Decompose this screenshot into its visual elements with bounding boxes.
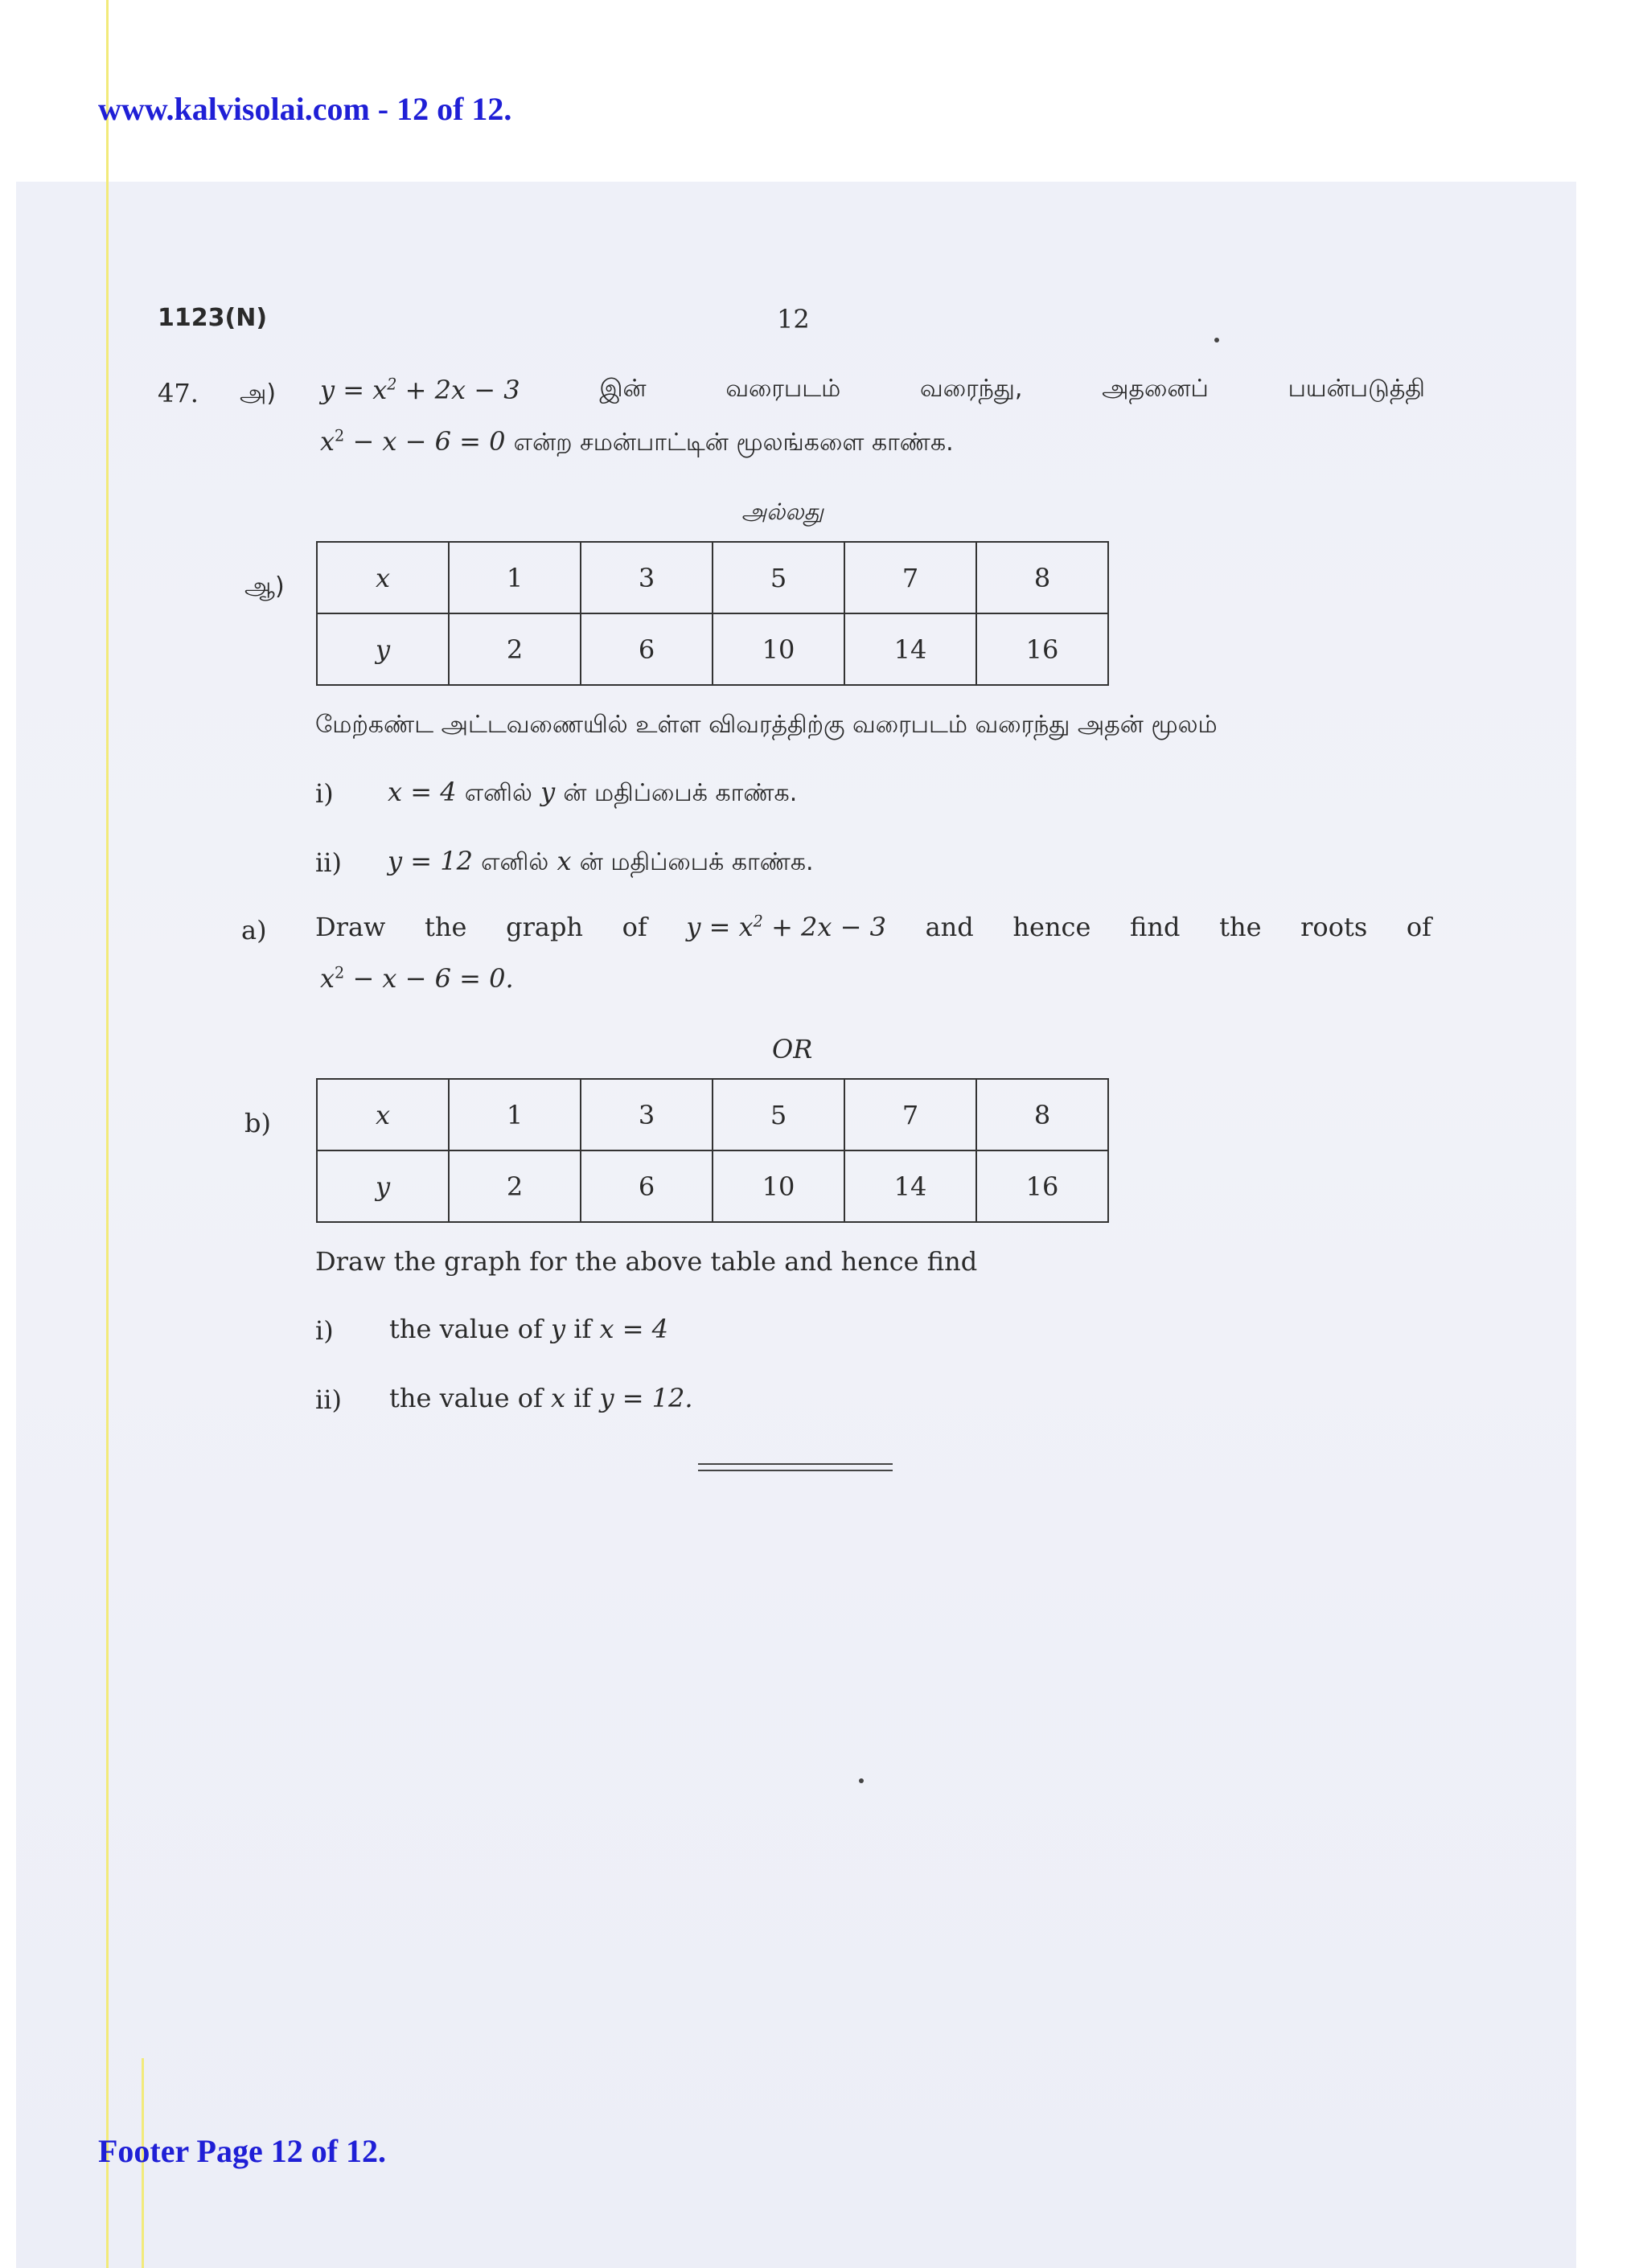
question-number: 47.: [158, 378, 199, 408]
table-cell: 5: [713, 542, 844, 613]
tamil-b-ii-label: ii): [315, 847, 342, 878]
tamil-a-line2-text: என்ற சமன்பாட்டின் மூலங்களை காண்க.: [513, 429, 954, 457]
tamil-word: அதனைப்: [1102, 375, 1209, 403]
paper-code: 1123(N): [158, 304, 268, 332]
table-cell: 3: [581, 542, 713, 613]
page-footer: Footer Page 12 of 12.: [98, 2133, 387, 2169]
tamil-or: அல்லது: [741, 498, 824, 525]
table-cell: 16: [976, 1150, 1108, 1222]
table-row: [317, 1150, 1108, 1222]
table-cell: 5: [713, 1079, 844, 1150]
tamil-a-line1: [320, 375, 1425, 406]
eng-b-ii: the value of x if y = 12.: [389, 1383, 693, 1413]
table-cell: 7: [844, 1079, 976, 1150]
table-cell: 6: [581, 613, 713, 685]
table-cell: 8: [976, 542, 1108, 613]
page-number: 12: [777, 304, 810, 334]
tamil-a-label: அ): [240, 379, 277, 408]
table-cell: y: [317, 613, 449, 685]
table-cell: 1: [449, 542, 581, 613]
table-cell: 2: [449, 1150, 581, 1222]
end-rule: [698, 1470, 893, 1471]
table-cell: 3: [581, 1079, 713, 1150]
tamil-a-line2: $x^2 - x - 6 = 0$ என்ற சமன்பாட்டின் மூலங்களை காண்க.: [320, 426, 954, 457]
tamil-word: வரைந்து,: [920, 375, 1023, 403]
eng-or: OR: [772, 1034, 813, 1064]
table-cell: 10: [713, 613, 844, 685]
table-cell: x: [317, 1079, 449, 1150]
scan-speck: [1214, 338, 1219, 342]
eng-b-label: b): [244, 1108, 271, 1138]
table-row: [317, 542, 1108, 613]
table-row: [317, 1079, 1108, 1150]
eng-a-line2: $x^2 - x - 6 = 0$.: [320, 963, 514, 994]
end-rule: [698, 1463, 893, 1465]
table-cell: 2: [449, 613, 581, 685]
scan-speck: [859, 1778, 864, 1783]
eng-a-line1: Draw the graph of $y = x^2 + 2x - 3$ and hence find the roots of: [315, 912, 1431, 942]
english-data-table: [316, 1078, 1109, 1223]
table-cell: 1: [449, 1079, 581, 1150]
tamil-word: இன்: [599, 375, 647, 403]
tamil-word: பயன்படுத்தி: [1288, 375, 1425, 403]
eng-b-i: the value of y if x = 4: [389, 1314, 669, 1344]
table-cell: 10: [713, 1150, 844, 1222]
table-cell: x: [317, 542, 449, 613]
table-cell: 14: [844, 613, 976, 685]
tamil-b-ii: y = 12 எனில் x ன் மதிப்பைக் காண்க.: [388, 846, 814, 876]
table-cell: 16: [976, 613, 1108, 685]
table-row: [317, 613, 1108, 685]
table-cell: 7: [844, 542, 976, 613]
tamil-b-intro: மேற்கண்ட அட்டவணையில் உள்ள விவரத்திற்கு வரைபடம் வரைந்து அதன் மூலம்: [315, 711, 1218, 739]
table-cell: y: [317, 1150, 449, 1222]
tamil-data-table: [316, 541, 1109, 686]
eng-a-equation: $y = x^2 + 2x - 3$: [686, 912, 886, 942]
site-header: www.kalvisolai.com - 12 of 12.: [98, 91, 512, 127]
eng-b-i-label: i): [315, 1315, 334, 1346]
tamil-a-equation: $y = x^2 + 2x - 3$: [320, 375, 520, 405]
eng-b-intro: Draw the graph for the above table and hence find: [315, 1246, 978, 1277]
eng-b-ii-label: ii): [315, 1384, 342, 1415]
table-cell: 6: [581, 1150, 713, 1222]
table-cell: 8: [976, 1079, 1108, 1150]
tamil-word: வரைபடம்: [725, 375, 841, 403]
tamil-b-i: x = 4 எனில் y ன் மதிப்பைக் காண்க.: [388, 777, 798, 807]
eng-a-label: a): [241, 915, 267, 945]
margin-line: [106, 0, 109, 2268]
tamil-b-i-label: i): [315, 778, 334, 809]
scanned-page: [16, 182, 1576, 2268]
tamil-b-label: ஆ): [244, 572, 285, 601]
table-cell: 14: [844, 1150, 976, 1222]
